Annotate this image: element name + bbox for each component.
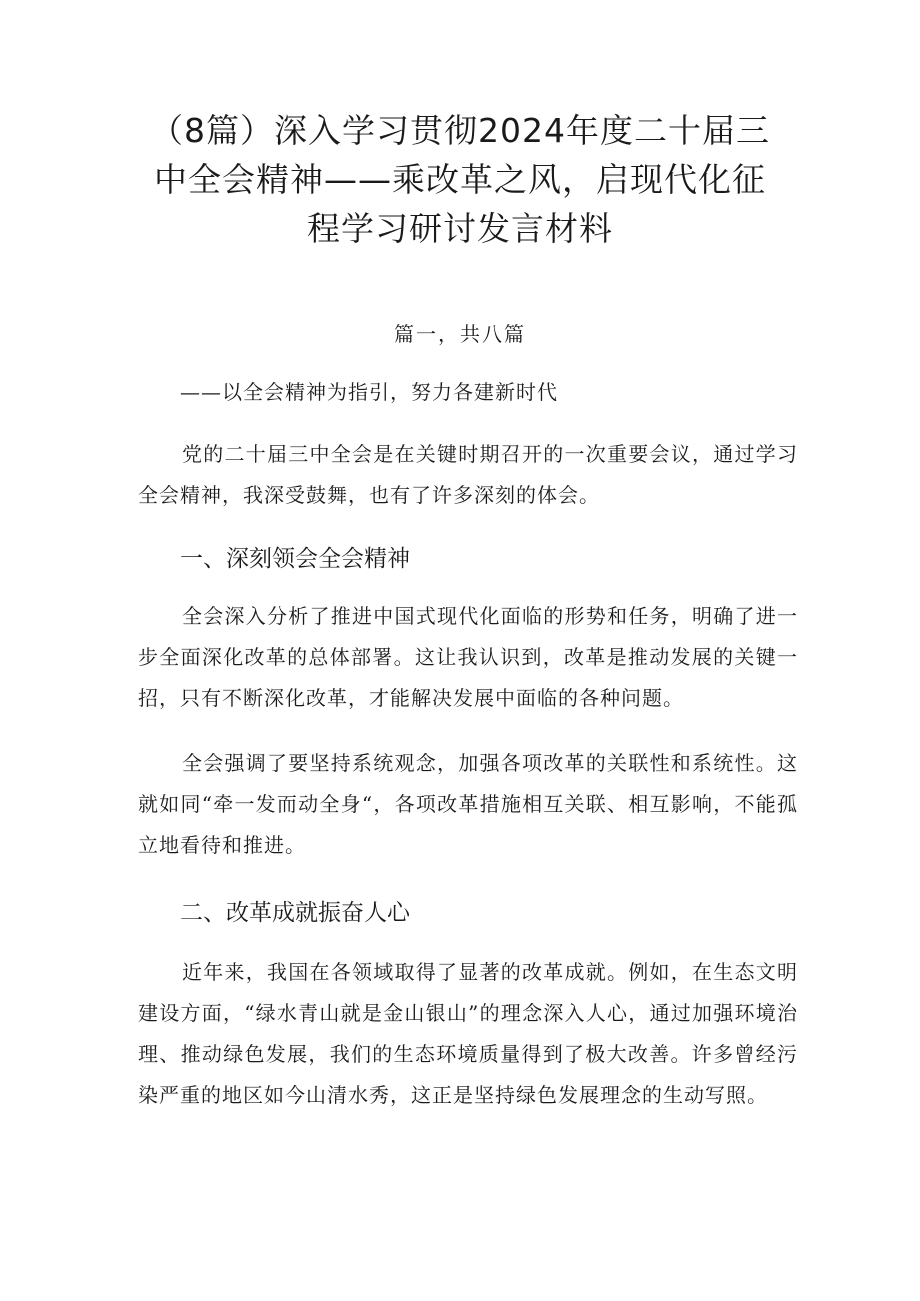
intro-paragraph: 党的二十届三中全会是在关键时期召开的一次重要会议，通过学习全会精神，我深受鼓舞，也有了许多深刻的体会。 (138, 442, 798, 507)
section-2-heading: 二、改革成就振奋人心 (180, 900, 410, 926)
tagline: ——以全会精神为指引，努力各建新时代 (180, 380, 558, 404)
section-1-paragraph-1: 全会深入分析了推进中国式现代化面临的形势和任务，明确了进一步全面深化改革的总体部署。这让我认识到，改革是推动发展的关键一招，只有不断深化改革，才能解决发展中面临的各种问题。 (138, 604, 798, 710)
section-2-paragraph-1: 近年来，我国在各领域取得了显著的改革成就。例如，在生态文明建设方面，“绿水青山就是金山银山”的理念深入人心，通过加强环境治理、推动绿色发展，我们的生态环境质量得到了极大改善。许多曾经污染严重的地区如今山清水秀，这正是坚持绿色发展理念的生动写照。 (138, 960, 798, 1107)
section-1-paragraph-2: 全会强调了要坚持系统观念，加强各项改革的关联性和系统性。这就如同“牵一发而动全身“，各项改革措施相互关联、相互影响，不能孤立地看待和推进。 (138, 751, 798, 857)
title-line-1: （8篇）深入学习贯彻2024年度二十届三 (150, 111, 770, 150)
title-line-2: 中全会精神——乘改革之风，启现代化征 (154, 160, 766, 199)
article-label: 篇一，共八篇 (394, 322, 526, 346)
document-title (130, 106, 790, 253)
section-1-heading: 一、深刻领会全会精神 (180, 546, 410, 572)
title-line-3: 程学习研讨发言材料 (307, 209, 613, 248)
